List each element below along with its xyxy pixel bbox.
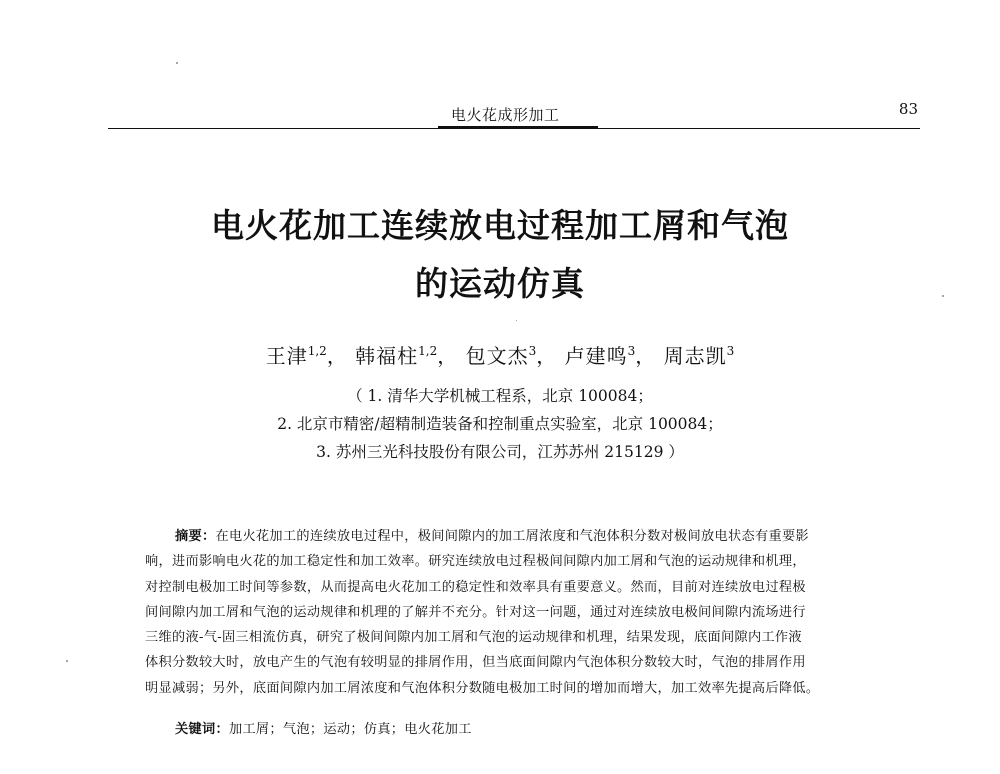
abstract-text: 在电火花加工的连续放电过程中，极间间隙内的加工屑浓度和气泡体积分数对极间放电状态有重要影 bbox=[215, 529, 809, 544]
abstract-line: 明显减弱；另外，底面间隙内加工屑浓度和气泡体积分数随电极加工时间的增加而增大，加工效率先提高后降低。 bbox=[145, 680, 820, 696]
page-number: 83 bbox=[898, 100, 918, 118]
paper-title-line-1: 电火花加工连续放电过程加工屑和气泡 bbox=[211, 206, 789, 245]
author-affiliation-mark: 3 bbox=[627, 344, 636, 358]
author-separator: ， bbox=[536, 344, 558, 368]
running-title: 电火花成形加工 bbox=[451, 106, 560, 124]
abstract-label: 摘要： bbox=[175, 529, 216, 544]
abstract-line: 对控制电极加工时间等参数，从而提高电火花加工的稳定性和效率具有重要意义。然而，目前对连续放电过程极 bbox=[145, 579, 806, 595]
paper-title-line-2: 的运动仿真 bbox=[415, 264, 585, 303]
abstract-line: 响，进而影响电火花的加工稳定性和加工效率。研究连续放电过程极间间隙内加工屑和气泡的运动规律和机理， bbox=[145, 554, 806, 570]
affiliation-line-2: 2. 北京市精密/超精制造装备和控制重点实验室，北京 100084； bbox=[277, 415, 723, 433]
affiliation-line-3: 3. 苏州三光科技股份有限公司，江苏苏州 215129 ） bbox=[316, 443, 684, 461]
author-name: 韩福柱 bbox=[355, 344, 419, 368]
author-list bbox=[0, 340, 1000, 369]
author-separator: ， bbox=[635, 344, 657, 368]
keywords-label: 关键词： bbox=[175, 722, 229, 737]
scan-speck bbox=[516, 320, 517, 321]
author-separator: ， bbox=[437, 344, 459, 368]
author-affiliation-mark: 3 bbox=[726, 344, 735, 358]
header-rule-accent bbox=[438, 126, 598, 129]
author-separator: ， bbox=[326, 344, 348, 368]
author-name: 周志凯 bbox=[663, 344, 727, 368]
scan-speck bbox=[66, 660, 68, 662]
author-name: 包文杰 bbox=[465, 344, 529, 368]
abstract-line bbox=[145, 524, 885, 549]
author-affiliation-mark: 1,2 bbox=[418, 344, 438, 358]
keywords-text: 加工屑；气泡；运动；仿真；电火花加工 bbox=[228, 722, 472, 737]
abstract-line: 间间隙内加工屑和气泡的运动规律和机理的了解并不充分。针对这一问题，通过对连续放电极间间隙内流场进行 bbox=[145, 604, 806, 620]
author-name: 王津 bbox=[265, 344, 308, 368]
abstract bbox=[145, 524, 885, 701]
keywords bbox=[175, 718, 472, 737]
scan-speck bbox=[942, 295, 944, 297]
author-name: 卢建鸣 bbox=[564, 344, 628, 368]
running-header bbox=[108, 98, 920, 128]
author-affiliation-mark: 3 bbox=[528, 344, 537, 358]
scan-speck bbox=[176, 62, 178, 64]
affiliation-line-1: （ 1. 清华大学机械工程系，北京 100084； bbox=[347, 387, 653, 405]
abstract-line: 三维的液-气-固三相流仿真，研究了极间间隙内加工屑和气泡的运动规律和机理，结果发现，底面间隙内工作液 bbox=[145, 630, 802, 646]
abstract-line: 体积分数较大时，放电产生的气泡有较明显的排屑作用，但当底面间隙内气泡体积分数较大时，气泡的排屑作用 bbox=[145, 655, 806, 671]
author-affiliation-mark: 1,2 bbox=[307, 344, 327, 358]
